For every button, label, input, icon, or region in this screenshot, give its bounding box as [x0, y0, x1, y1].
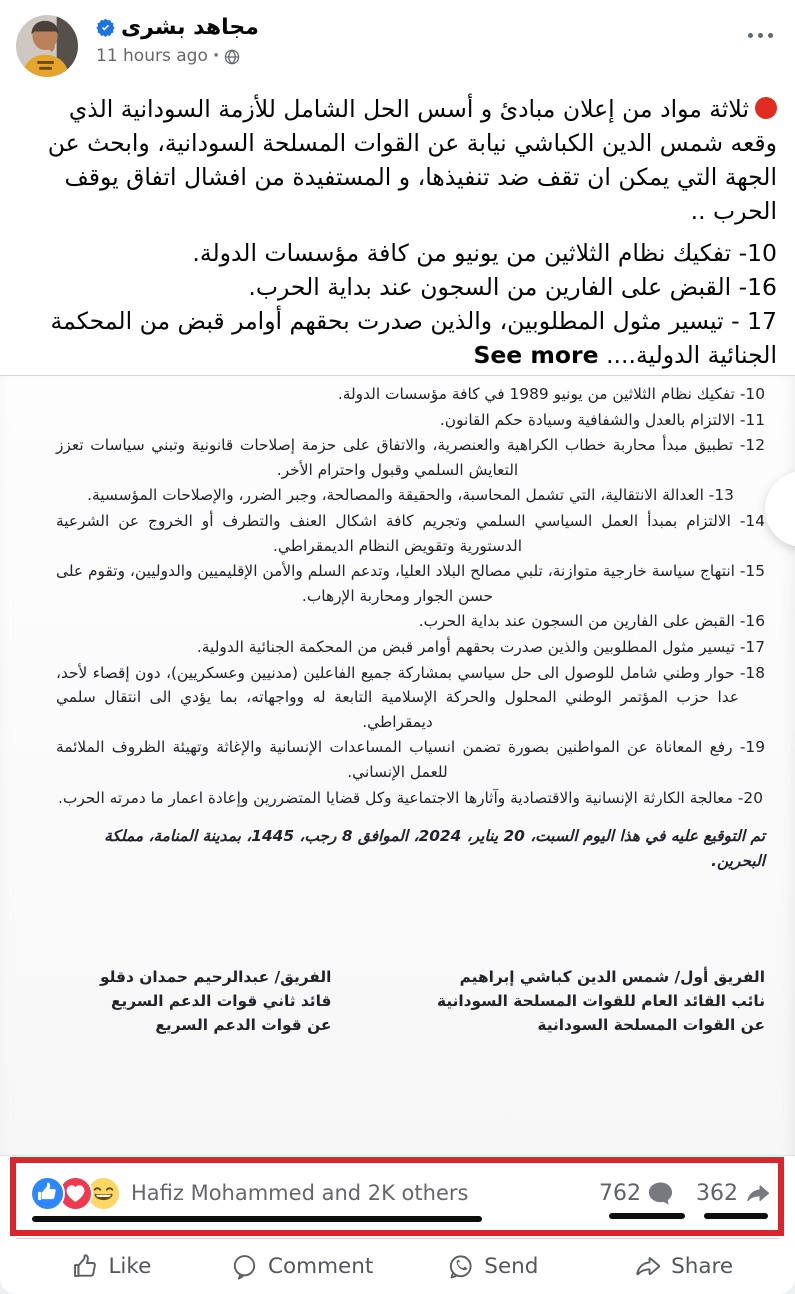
- post-header: [0, 0, 795, 82]
- signatory-line: نائب القائد العام للقوات المسلحة السودانية: [436, 992, 765, 1011]
- post-point-text: 17 - تيسير مثول المطلوبين، والذين صدرت بحقهم أوامر قبض من المحكمة الجنائية الدولية....: [50, 307, 777, 369]
- avatar-image: [16, 15, 78, 77]
- post-point: [18, 304, 777, 372]
- send-button[interactable]: [398, 1239, 589, 1294]
- send-label: Send: [484, 1254, 539, 1279]
- engagement-counts: [599, 1180, 771, 1207]
- avatar[interactable]: [16, 15, 78, 77]
- signatory-armed-forces: [437, 965, 765, 1037]
- signatory-line: الفريق/ عبدالرحيم حمدان دقلو: [100, 968, 332, 987]
- dot: [748, 33, 753, 38]
- like-button[interactable]: [16, 1239, 207, 1294]
- post-point: 16- القبض على الفارين من السجون عند بداية الحرب.: [248, 273, 777, 301]
- comment-button[interactable]: [207, 1239, 398, 1294]
- document-item: 16- القبض على الفارين من السجون عند بداية الحرب.: [418, 612, 765, 631]
- document-item: 19- رفع المعاناة عن المواطنين بصورة تضمن انسياب المساعدات الإنسانية والإغاثة وتهيئة الظروف الملائمة للعمل الإنساني.: [56, 738, 765, 781]
- comments-count: 762: [599, 1180, 641, 1206]
- post-image-document[interactable]: [0, 375, 795, 1156]
- like-reaction-icon: [30, 1176, 65, 1211]
- post-point: 10- تفكيك نظام الثلاثين من يونيو من كافة مؤسسات الدولة.: [192, 239, 777, 267]
- page-name[interactable]: مجاهد بشرى: [121, 15, 259, 40]
- signatory-line: عن قوات الدعم السريع: [155, 1016, 332, 1035]
- document-signatories: [56, 965, 765, 1037]
- share-label: Share: [671, 1254, 734, 1279]
- document-item: 11- الالتزام بالعدل والشفافية وسيادة حكم القانون.: [439, 410, 765, 429]
- dot: [758, 33, 763, 38]
- red-circle-emoji: [755, 97, 777, 119]
- comment-icon: [231, 1253, 258, 1280]
- action-bar: [16, 1238, 779, 1294]
- engagement-row: [0, 1156, 795, 1238]
- comment-label: Comment: [267, 1254, 374, 1279]
- signatory-line: عن القوات المسلحة السودانية: [537, 1016, 765, 1035]
- document-signing-statement: تم التوقيع عليه في هذا اليوم السبت، 20 يناير، 2024، الموافق 8 رجب، 1445، بمدينة المنامة، مملكة البحرين.: [104, 827, 765, 870]
- post-paragraph-text: ثلاثة مواد من إعلان مبادئ و أسس الحل الشامل للأزمة السودانية الذي وقعه شمس الدين الكباشي نيابة عن القوات المسلحة السودانية، وابحث عن الجهة التي يمكن ان تقف ضد تنفيذها، و المستفيدة من افشال اتفاق يوقف الحرب ..: [47, 95, 777, 225]
- document-item: 10- تفكيك نظام الثلاثين من يونيو 1989 في كافة مؤسسات الدولة.: [337, 385, 765, 403]
- send-whatsapp-icon: [447, 1253, 474, 1280]
- signatory-rsf: [100, 965, 331, 1037]
- like-label: Like: [108, 1254, 152, 1279]
- header-text-block: [96, 15, 742, 66]
- document-item: 15- انتهاج سياسة خارجية متوازنة، تلبي مصالح البلاد العليا، وتدعم السلم والأمن الإقليميين والدوليين، وتقوم على حسن الجوار ومحاربة الإرهاب.: [56, 562, 765, 605]
- document-content: [0, 376, 795, 1037]
- document-item: 18- حوار وطني شامل للوصول الى حل سياسي بمشاركة جميع الفاعلين (مدنيين وعسكريين)، دون إقصاء لأحد، عدا حزب المؤتمر الوطني المحلول والحركة الإسلامية التابعة له وواجهاته، بما يؤدي الى انتقال سلمي ديمقراطي.: [56, 663, 765, 731]
- underline-annotation-names: [32, 1216, 482, 1222]
- underline-annotation-comments: [609, 1213, 685, 1219]
- post-meta: [96, 46, 742, 66]
- document-items: [56, 382, 765, 810]
- shares-count-group[interactable]: [696, 1180, 771, 1207]
- share-arrow-icon: [744, 1180, 771, 1207]
- name-row: [96, 15, 742, 40]
- document-item: 13- العدالة الانتقالية، التي تشمل المحاسبة، والحقيقة والمصالحة، وجبر الضرر، والإصلاحات المؤسسية.: [87, 486, 734, 505]
- share-button[interactable]: [588, 1239, 779, 1294]
- document-item: 14- الالتزام بمبدأ العمل السياسي السلمي وتجريم كافة اشكال العنف والتطرف أو الخروج عن الشرعية الدستورية وتقويض النظام الديمقراطي.: [56, 511, 765, 555]
- underline-annotation-shares: [704, 1213, 768, 1219]
- shares-count: 362: [696, 1180, 738, 1206]
- document-item: 17- تيسير مثول المطلوبين والذين صدرت بحقهم أوامر قبض من المحكمة الجنائية الدولية.: [196, 637, 765, 656]
- post-options-button[interactable]: [742, 15, 779, 56]
- timestamp[interactable]: 11 hours ago: [96, 46, 208, 66]
- privacy-globe-icon: [224, 49, 240, 65]
- signatory-line: قائد ثاني قوات الدعم السريع: [110, 992, 332, 1011]
- share-icon: [634, 1253, 661, 1280]
- reaction-icons[interactable]: [30, 1176, 121, 1211]
- meta-separator: ·: [212, 46, 220, 66]
- reactions-summary[interactable]: Hafiz Mohammed and 2K others: [131, 1181, 469, 1205]
- signatory-line: الفريق أول/ شمس الدين كباشي إبراهيم: [459, 968, 765, 987]
- document-item: 12- تطبيق مبدأ محاربة خطاب الكراهية والعنصرية، والاتفاق على حزمة إصلاحات قانونية وتبني سياسات تعزز التعايش السلمي وقبول واحترام الأخر.: [56, 436, 765, 479]
- dot: [768, 33, 773, 38]
- see-more-link[interactable]: See more: [473, 341, 599, 369]
- like-thumb-icon: [71, 1253, 98, 1280]
- post-text: [0, 82, 795, 375]
- document-item: 20- معالجة الكارثة الإنسانية والاقتصادية وآثارها الاجتماعية وكل قضايا المتضررين وإعادة اعمار ما دمرته الحرب.: [57, 788, 763, 807]
- verified-badge-icon: [96, 18, 115, 37]
- comment-bubble-icon: [647, 1180, 674, 1207]
- post-paragraph: [18, 92, 777, 228]
- comments-count-group[interactable]: [599, 1180, 674, 1207]
- engagement-section: [0, 1156, 795, 1238]
